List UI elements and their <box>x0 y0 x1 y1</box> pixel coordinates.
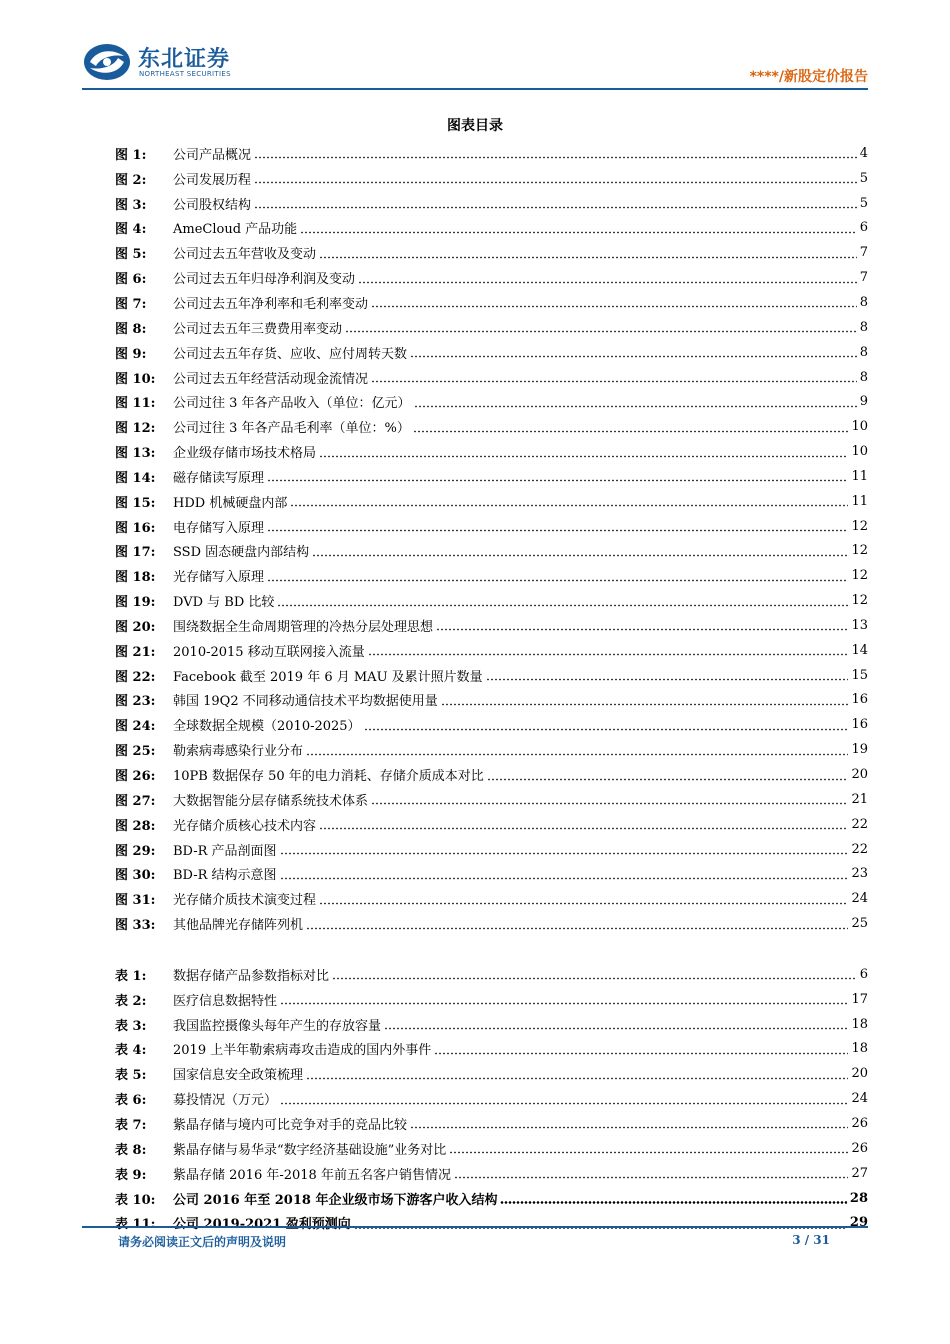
table-label: 表 2: <box>115 993 147 1009</box>
logo-icon <box>82 42 132 82</box>
figure-label: 图 5: <box>115 247 147 263</box>
dot-leader <box>449 1141 848 1155</box>
figure-label: 图 11: <box>115 396 156 412</box>
dot-leader <box>254 171 857 185</box>
figure-page-number[interactable]: 14 <box>851 642 868 658</box>
figure-page-number[interactable]: 6 <box>859 220 868 236</box>
figure-page-number[interactable]: 13 <box>851 617 868 633</box>
figure-page-number[interactable]: 12 <box>851 543 868 559</box>
dot-leader <box>306 917 848 931</box>
table-page-number[interactable]: 17 <box>851 991 868 1007</box>
figure-page-number[interactable]: 16 <box>851 692 868 708</box>
table-label: 表 7: <box>115 1117 147 1133</box>
table-title[interactable]: 数据存储产品参数指标对比 <box>173 968 330 984</box>
figure-title[interactable]: 光存储写入原理 <box>173 570 265 586</box>
figure-page-number[interactable]: 12 <box>851 568 868 584</box>
dot-leader <box>300 221 857 235</box>
table-entry[interactable] <box>115 987 868 1012</box>
figure-label: 图 20: <box>115 619 156 635</box>
table-page-number[interactable]: 27 <box>851 1165 868 1181</box>
figure-entry[interactable] <box>115 340 868 365</box>
table-entry[interactable] <box>115 1061 868 1086</box>
figure-title[interactable]: 公司过去五年营收及变动 <box>173 247 317 263</box>
table-page-number[interactable]: 18 <box>851 1016 868 1032</box>
figure-page-number[interactable]: 24 <box>851 891 868 907</box>
figure-page-number[interactable]: 12 <box>851 593 868 609</box>
figure-page-number[interactable]: 8 <box>859 369 868 385</box>
figure-title[interactable]: 其他品牌光存储阵列机 <box>173 918 304 934</box>
dot-leader <box>319 445 848 459</box>
table-label: 表 8: <box>115 1142 147 1158</box>
figure-label: 图 7: <box>115 296 147 312</box>
dot-leader <box>254 196 857 210</box>
figure-title[interactable]: 围绕数据全生命周期管理的冷热分层处理思想 <box>173 619 434 635</box>
dot-leader <box>371 792 848 806</box>
figure-page-number[interactable]: 7 <box>859 270 868 286</box>
table-entry[interactable] <box>115 962 868 987</box>
figure-entry[interactable] <box>115 837 868 862</box>
figure-label: 图 1: <box>115 147 147 163</box>
dot-leader <box>280 842 849 856</box>
dot-leader <box>280 1092 848 1106</box>
dot-leader <box>454 1166 848 1180</box>
dot-leader <box>486 668 849 682</box>
dot-leader <box>332 967 857 981</box>
table-title[interactable]: 2019 上半年勒索病毒攻击造成的国内外事件 <box>173 1043 432 1059</box>
figure-page-number[interactable]: 10 <box>851 444 868 460</box>
table-entry[interactable] <box>115 1186 868 1211</box>
figure-entry[interactable] <box>115 265 868 290</box>
figure-page-number[interactable]: 4 <box>859 145 868 161</box>
figure-label: 图 23: <box>115 694 156 710</box>
figure-label: 图 10: <box>115 371 156 387</box>
table-title[interactable]: 紫晶存储与境内可比竞争对手的竞品比较 <box>173 1117 408 1133</box>
figure-label: 图 2: <box>115 172 147 188</box>
figure-title[interactable]: 公司产品概况 <box>173 147 252 163</box>
dot-leader <box>413 420 849 434</box>
dot-leader <box>487 768 849 782</box>
figure-label: 图 27: <box>115 793 156 809</box>
figure-entry[interactable] <box>115 613 868 638</box>
figure-title[interactable]: AmeCloud 产品功能 <box>173 222 298 238</box>
figure-title[interactable]: 勒索病毒感染行业分布 <box>173 744 304 760</box>
table-title[interactable]: 紫晶存储与易华录“数字经济基础设施”业务对比 <box>173 1142 447 1158</box>
figure-label: 图 29: <box>115 843 156 859</box>
figure-title[interactable]: 公司过往 3 年各产品毛利率（单位：%） <box>173 421 410 437</box>
figure-entry[interactable] <box>115 539 868 564</box>
table-title[interactable]: 公司 2019-2021 盈利预测向 <box>173 1217 351 1233</box>
figure-label: 图 28: <box>115 818 156 834</box>
figure-page-number[interactable]: 19 <box>851 742 868 758</box>
dot-leader <box>441 693 849 707</box>
figure-entry[interactable] <box>115 762 868 787</box>
figure-label: 图 21: <box>115 644 156 660</box>
figure-page-number[interactable]: 11 <box>851 468 868 484</box>
figure-entry[interactable] <box>115 464 868 489</box>
figure-page-number[interactable]: 22 <box>851 841 868 857</box>
table-entry[interactable] <box>115 1086 868 1111</box>
figure-title[interactable]: SSD 固态硬盘内部结构 <box>173 545 310 561</box>
dot-leader <box>290 494 848 508</box>
table-page-number[interactable]: 20 <box>851 1066 868 1082</box>
figure-label: 图 8: <box>115 321 147 337</box>
dot-leader <box>358 271 857 285</box>
table-entry[interactable] <box>115 1037 868 1062</box>
table-title[interactable]: 公司 2016 年至 2018 年企业级市场下游客户收入结构 <box>173 1192 498 1208</box>
figure-entry[interactable] <box>115 216 868 241</box>
dot-leader <box>500 1191 846 1205</box>
figure-entry[interactable] <box>115 240 868 265</box>
figure-page-number[interactable]: 12 <box>851 518 868 534</box>
dot-leader <box>319 892 848 906</box>
figure-title[interactable]: 电存储写入原理 <box>173 520 265 536</box>
figure-title[interactable]: 2010-2015 移动互联网接入流量 <box>173 644 365 660</box>
figure-title[interactable]: 公司过去五年存货、应收、应付周转天数 <box>173 346 408 362</box>
figure-label: 图 13: <box>115 446 156 462</box>
figure-title[interactable]: 公司发展历程 <box>173 172 252 188</box>
figure-entry[interactable] <box>115 787 868 812</box>
table-title[interactable]: 国家信息安全政策梳理 <box>173 1068 304 1084</box>
table-page-number[interactable]: 29 <box>849 1215 868 1231</box>
figure-entry[interactable] <box>115 588 868 613</box>
figure-label: 图 17: <box>115 545 156 561</box>
figure-title[interactable]: BD-R 结构示意图 <box>173 868 277 884</box>
dot-leader <box>434 1042 848 1056</box>
table-entry[interactable] <box>115 1136 868 1161</box>
figure-entry[interactable] <box>115 439 868 464</box>
table-entry[interactable] <box>115 1012 868 1037</box>
figure-page-number[interactable]: 20 <box>851 767 868 783</box>
table-label: 表 1: <box>115 968 147 984</box>
figure-page-number[interactable]: 7 <box>859 245 868 261</box>
figure-page-number[interactable]: 21 <box>851 791 868 807</box>
table-title[interactable]: 我国监控摄像头每年产生的存放容量 <box>173 1018 382 1034</box>
figure-entry[interactable] <box>115 688 868 713</box>
dot-leader <box>319 817 848 831</box>
report-type: ****/新股定价报告 <box>749 69 868 85</box>
dot-leader <box>277 594 848 608</box>
figure-entry[interactable] <box>115 861 868 886</box>
figure-label: 图 15: <box>115 495 156 511</box>
figure-title[interactable]: 企业级存储市场技术格局 <box>173 446 317 462</box>
figure-label: 图 33: <box>115 918 156 934</box>
page-number: 3 / 31 <box>792 1233 830 1247</box>
dot-leader <box>436 618 848 632</box>
figure-title[interactable]: 公司过去五年三费费用率变动 <box>173 321 343 337</box>
dot-leader <box>254 146 857 160</box>
page-header <box>0 0 950 92</box>
figure-title[interactable]: 光存储介质核心技术内容 <box>173 818 317 834</box>
figure-entry[interactable] <box>115 389 868 414</box>
figure-entry[interactable] <box>115 712 868 737</box>
dot-leader <box>306 1067 848 1081</box>
table-entry[interactable] <box>115 1210 868 1235</box>
dot-leader <box>371 295 857 309</box>
dot-leader <box>267 569 848 583</box>
dot-leader <box>280 992 848 1006</box>
figure-entry[interactable] <box>115 191 868 216</box>
table-label: 表 6: <box>115 1093 147 1109</box>
figure-title[interactable]: Facebook 截至 2019 年 6 月 MAU 及累计照片数量 <box>173 669 483 685</box>
table-list <box>115 962 868 1235</box>
figure-label: 图 31: <box>115 893 156 909</box>
logo-name: 东北证券 <box>138 47 231 72</box>
figure-title[interactable]: 全球数据全规模（2010-2025） <box>173 719 361 735</box>
figure-label: 图 3: <box>115 197 147 213</box>
figure-entry[interactable] <box>115 166 868 191</box>
figure-page-number[interactable]: 15 <box>851 667 868 683</box>
figure-label: 图 30: <box>115 868 156 884</box>
figure-page-number[interactable]: 5 <box>859 170 868 186</box>
figure-entry[interactable] <box>115 514 868 539</box>
figure-page-number[interactable]: 11 <box>851 493 868 509</box>
figure-title[interactable]: DVD 与 BD 比较 <box>173 595 275 611</box>
figure-page-number[interactable]: 25 <box>851 916 868 932</box>
figure-title[interactable]: 10PB 数据保存 50 年的电力消耗、存储介质成本对比 <box>173 769 484 785</box>
table-page-number[interactable]: 18 <box>851 1041 868 1057</box>
dot-leader <box>267 519 848 533</box>
footer-divider <box>82 1226 868 1228</box>
table-page-number[interactable]: 28 <box>849 1190 868 1206</box>
figure-label: 图 4: <box>115 222 147 238</box>
table-label: 表 3: <box>115 1018 147 1034</box>
dot-leader <box>364 718 849 732</box>
figure-label: 图 19: <box>115 595 156 611</box>
table-label: 表 9: <box>115 1167 147 1183</box>
figure-page-number[interactable]: 5 <box>859 195 868 211</box>
table-page-number[interactable]: 6 <box>859 966 868 982</box>
figure-page-number[interactable]: 9 <box>859 394 868 410</box>
dot-leader <box>410 1116 848 1130</box>
figure-label: 图 16: <box>115 520 156 536</box>
dot-leader <box>306 743 848 757</box>
figure-title[interactable]: 公司过往 3 年各产品收入（单位：亿元） <box>173 396 411 412</box>
figure-entry[interactable] <box>115 141 868 166</box>
figure-entry[interactable] <box>115 489 868 514</box>
figure-label: 图 25: <box>115 744 156 760</box>
table-entry[interactable] <box>115 1161 868 1186</box>
figure-page-number[interactable]: 8 <box>859 294 868 310</box>
figure-entry[interactable] <box>115 638 868 663</box>
figure-label: 图 18: <box>115 570 156 586</box>
dot-leader <box>267 469 848 483</box>
toc-title: 图表目录 <box>447 118 503 134</box>
dot-leader <box>345 320 857 334</box>
figure-title[interactable]: 公司过去五年净利率和毛利率变动 <box>173 296 369 312</box>
figure-entry[interactable] <box>115 663 868 688</box>
table-label: 表 10: <box>115 1192 156 1208</box>
figure-title[interactable]: 韩国 19Q2 不同移动通信技术平均数据使用量 <box>173 694 438 710</box>
figure-page-number[interactable]: 10 <box>851 419 868 435</box>
figure-label: 图 24: <box>115 719 156 735</box>
figure-label: 图 6: <box>115 272 147 288</box>
table-label: 表 4: <box>115 1043 147 1059</box>
table-page-number[interactable]: 24 <box>851 1091 868 1107</box>
table-label: 表 11: <box>115 1217 156 1233</box>
dot-leader <box>414 395 857 409</box>
figure-title[interactable]: 磁存储读写原理 <box>173 470 265 486</box>
figure-list <box>115 141 868 936</box>
figure-page-number[interactable]: 8 <box>859 319 868 335</box>
figure-title[interactable]: 公司过去五年归母净利润及变动 <box>173 272 356 288</box>
table-title[interactable]: 紫晶存储 2016 年-2018 年前五名客户销售情况 <box>173 1167 451 1183</box>
dot-leader <box>280 867 849 881</box>
dot-leader <box>368 643 849 657</box>
dot-leader <box>410 345 857 359</box>
figure-title[interactable]: BD-R 产品剖面图 <box>173 843 277 859</box>
figure-label: 图 26: <box>115 769 156 785</box>
figure-entry[interactable] <box>115 290 868 315</box>
figure-entry[interactable] <box>115 886 868 911</box>
figure-label: 图 22: <box>115 669 156 685</box>
figure-title[interactable]: 大数据智能分层存储系统技术体系 <box>173 793 369 809</box>
figure-title[interactable]: 光存储介质技术演变过程 <box>173 893 317 909</box>
figure-page-number[interactable]: 16 <box>851 717 868 733</box>
figure-entry[interactable] <box>115 911 868 936</box>
figure-entry[interactable] <box>115 737 868 762</box>
logo-subtitle: NORTHEAST SECURITIES <box>139 70 231 78</box>
figure-page-number[interactable]: 8 <box>859 344 868 360</box>
figure-page-number[interactable]: 23 <box>851 866 868 882</box>
footer-disclaimer: 请务必阅读正文后的声明及说明 <box>118 1235 287 1249</box>
dot-leader <box>371 370 857 384</box>
table-title[interactable]: 募投情况（万元） <box>173 1093 278 1109</box>
dot-leader <box>384 1017 848 1031</box>
company-logo <box>82 40 282 86</box>
table-title[interactable]: 医疗信息数据特性 <box>173 993 278 1009</box>
figure-label: 图 14: <box>115 470 156 486</box>
figure-label: 图 9: <box>115 346 147 362</box>
table-entry[interactable] <box>115 1111 868 1136</box>
header-divider <box>82 88 868 90</box>
figure-title[interactable]: HDD 机械硬盘内部 <box>173 495 288 511</box>
figure-label: 图 12: <box>115 421 156 437</box>
figure-entry[interactable] <box>115 812 868 837</box>
figure-entry[interactable] <box>115 563 868 588</box>
figure-entry[interactable] <box>115 315 868 340</box>
table-page-number[interactable]: 26 <box>851 1140 868 1156</box>
figure-title[interactable]: 公司过去五年经营活动现金流情况 <box>173 371 369 387</box>
figure-entry[interactable] <box>115 365 868 390</box>
figure-title[interactable]: 公司股权结构 <box>173 197 252 213</box>
figure-entry[interactable] <box>115 414 868 439</box>
dot-leader <box>312 544 848 558</box>
table-label: 表 5: <box>115 1068 147 1084</box>
table-page-number[interactable]: 26 <box>851 1115 868 1131</box>
dot-leader <box>319 246 857 260</box>
figure-page-number[interactable]: 22 <box>851 816 868 832</box>
